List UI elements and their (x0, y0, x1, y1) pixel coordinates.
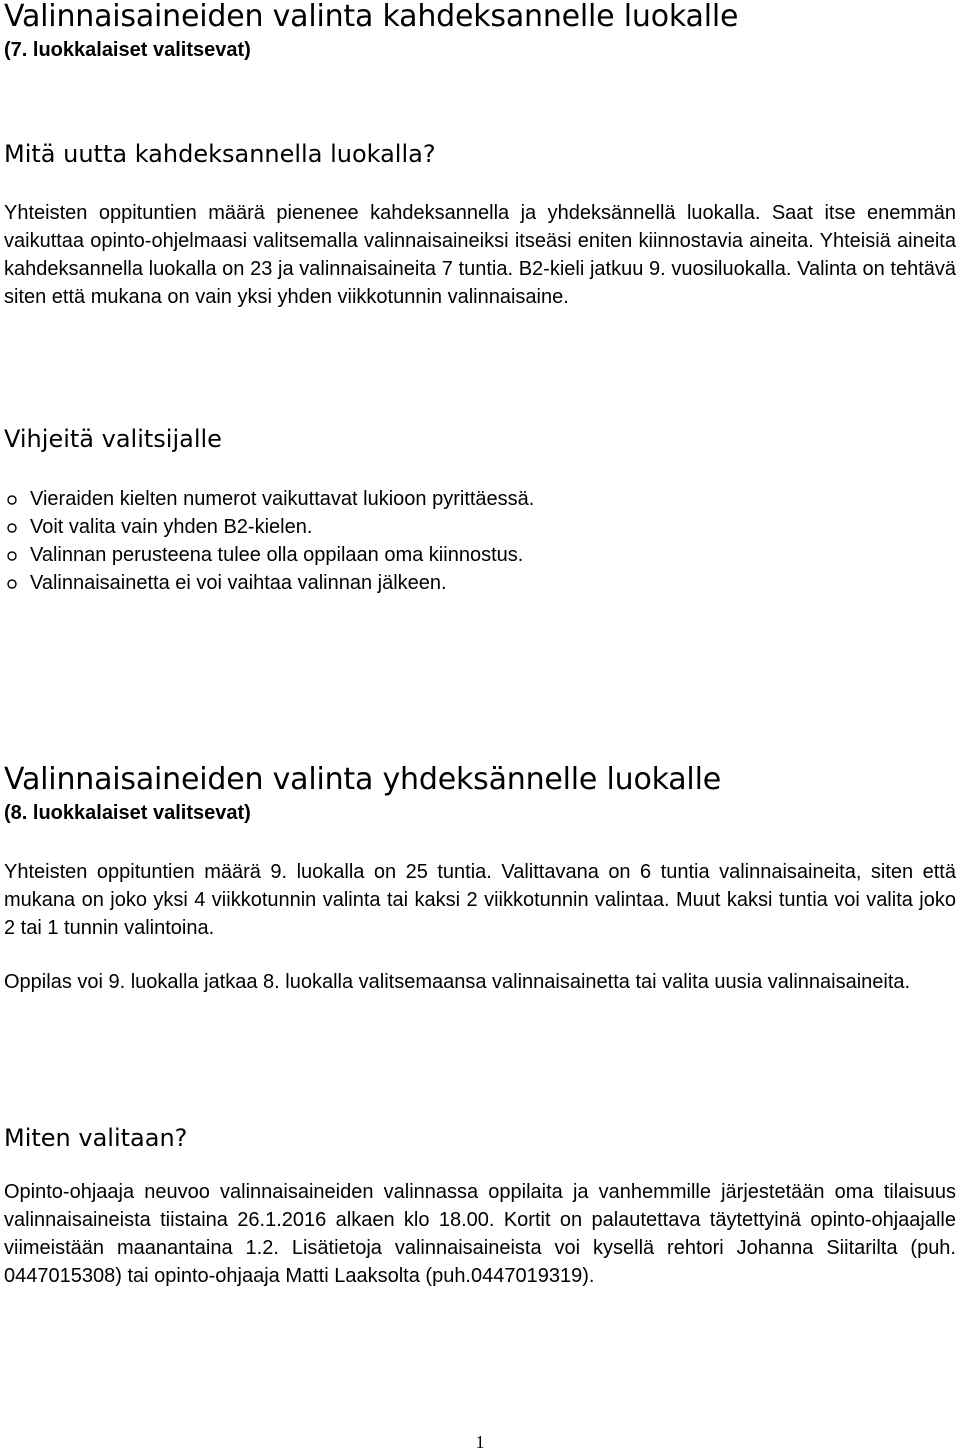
how-section (4, 1124, 956, 1152)
section2-header (4, 763, 956, 825)
bullet-icon (6, 513, 18, 541)
section1-subtitle: (7. luokkalaiset valitsevat) (4, 39, 251, 61)
whats-new-heading: Mitä uutta kahdeksannella luokalla? (4, 140, 436, 168)
how-heading: Miten valitaan? (4, 1124, 188, 1152)
tip-item (4, 513, 956, 541)
section2-body (4, 858, 956, 942)
tip-text: Vieraiden kielten numerot vaikuttavat lukioon pyrittäessä. (30, 488, 535, 510)
tip-item (4, 485, 956, 513)
tip-item (4, 541, 956, 569)
whats-new-body (4, 199, 956, 311)
tip-item (4, 569, 956, 597)
section2-title: Valinnaisaineiden valinta yhdeksännelle luokalle (4, 762, 721, 797)
tip-text: Voit valita vain yhden B2-kielen. (30, 516, 313, 538)
section1-header (4, 0, 956, 62)
tips-section (4, 425, 956, 453)
whats-new-paragraph: Yhteisten oppituntien määrä pienenee kahdeksannella ja yhdeksännellä luokalla. Saat itse enemmän vaikuttaa opinto-ohjelmaasi valitsemalla valinnaisaineiksi itseäsi eniten kiinnostavia aineita. Yhteisiä aineita kahdeksannella luokalla on 23 ja valinnaisaineita 7 tuntia. B2-kieli jatkuu 9. vuosiluokalla. Valinta on tehtävä siten että mukana on vain yksi yhden viikkotunnin valinnaisaine. (4, 202, 956, 308)
bullet-icon (6, 541, 18, 569)
section2-paragraph1: Yhteisten oppituntien määrä 9. luokalla on 25 tuntia. Valittavana on 6 tuntia valinnaisaineita, siten että mukana on joko yksi 4 viikkotunnin valinta tai kaksi 2 viikkotunnin valintaa. Muut kaksi tuntia voi valita joko 2 tai 1 tunnin valintoina. (4, 861, 956, 939)
page-number: 1 (475, 1432, 485, 1452)
tips-heading: Vihjeitä valitsijalle (4, 425, 222, 453)
tip-text: Valinnaisainetta ei voi vaihtaa valinnan jälkeen. (30, 572, 447, 594)
section1-title: Valinnaisaineiden valinta kahdeksannelle luokalle (4, 0, 739, 34)
tips-list-wrap (4, 485, 956, 597)
how-body (4, 1178, 956, 1290)
bullet-icon (6, 569, 18, 597)
section2-body2 (4, 968, 956, 996)
tips-list (4, 485, 956, 597)
section2-subtitle: (8. luokkalaiset valitsevat) (4, 802, 251, 824)
tip-text: Valinnan perusteena tulee olla oppilaan oma kiinnostus. (30, 544, 524, 566)
how-paragraph: Opinto-ohjaaja neuvoo valinnaisaineiden valinnassa oppilaita ja vanhemmille järjestetään oma tilaisuus valinnaisaineista tiistaina 26.1.2016 alkaen klo 18.00. Kortit on palautettava täytettyinä opinto-ohjaajalle viimeistään maanantaina 1.2. Lisätietoja valinnaisaineista voi kysellä rehtori Johanna Siitarilta (puh. 0447015308) tai opinto-ohjaaja Matti Laaksolta (puh.0447019319). (4, 1181, 956, 1287)
bullet-icon (6, 485, 18, 513)
section2-paragraph2: Oppilas voi 9. luokalla jatkaa 8. luokalla valitsemaansa valinnaisainetta tai valita uusia valinnaisaineita. (4, 971, 911, 993)
whats-new-section (4, 140, 956, 168)
